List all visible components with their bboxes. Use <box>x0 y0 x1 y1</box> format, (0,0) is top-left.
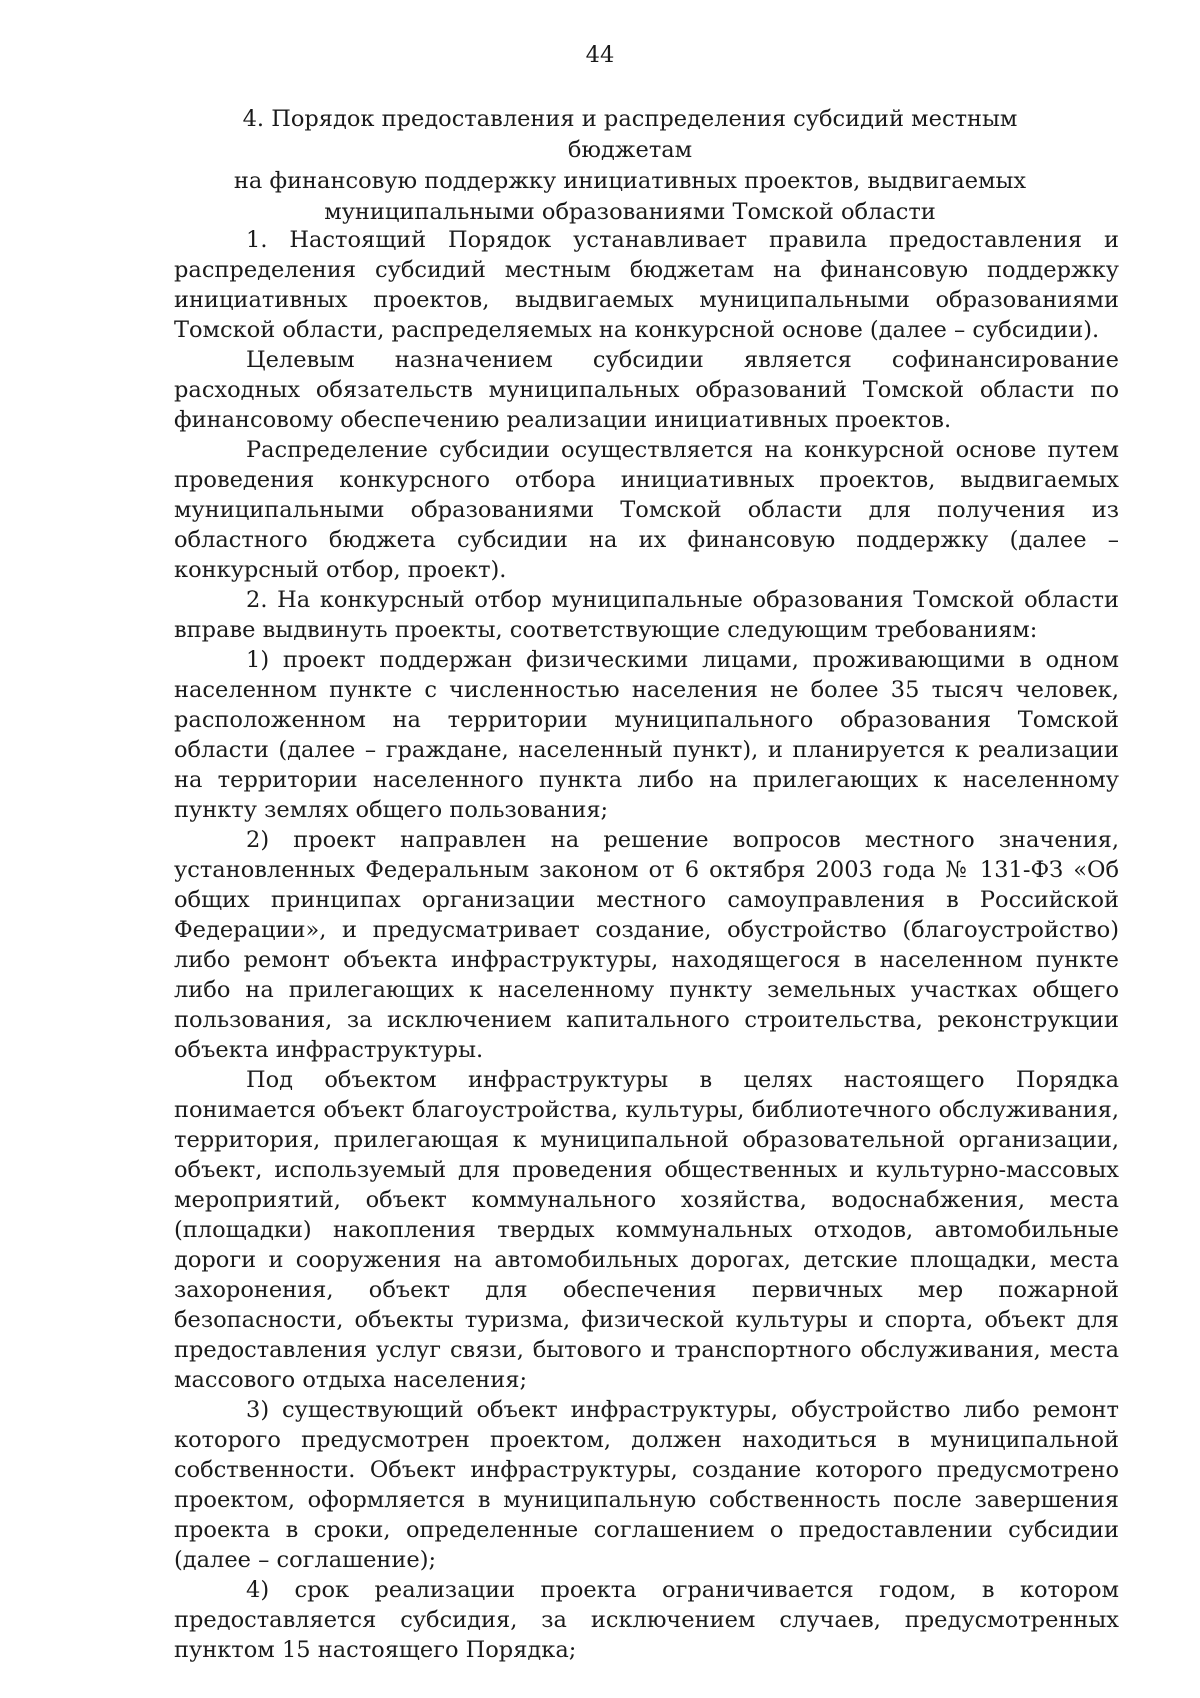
heading-line-2: на финансовую поддержку инициативных проектов, выдвигаемых <box>233 168 1027 194</box>
paragraph-9: 4) срок реализации проекта ограничивается годом, в котором предоставляется субсидия, за исключением случаев, предусмотренных пунктом 15 настоящего Порядка; <box>174 1577 1119 1663</box>
paragraph-4: 2. На конкурсный отбор муниципальные образования Томской области вправе выдвинуть проекты, соответствующие следующим требованиям: <box>174 587 1119 643</box>
paragraph-8: 3) существующий объект инфраструктуры, обустройство либо ремонт которого предусмотрен проектом, должен находиться в муниципальной собственности. Объект инфраструктуры, создание которого предусмотрено проектом, оформляется в муниципальную собственность после завершения проекта в сроки, определенные соглашением о предоставлении субсидии (далее – соглашение); <box>174 1397 1119 1573</box>
paragraph-5: 1) проект поддержан физическими лицами, проживающими в одном населенном пункте с численностью населения не более 35 тысяч человек, расположенном на территории муниципального образования Томской области (далее – граждане, населенный пункт), и планируется к реализации на территории населенного пункта либо на прилегающих к населенному пункту землях общего пользования; <box>174 647 1119 823</box>
paragraph-7: Под объектом инфраструктуры в целях настоящего Порядка понимается объект благоустройства, культуры, библиотечного обслуживания, территория, прилегающая к муниципальной образовательной организации, объект, используемый для проведения общественных и культурно-массовых мероприятий, объект коммунального хозяйства, водоснабжения, места (площадки) накопления твердых коммунальных отходов, автомобильные дороги и сооружения на автомобильных дорогах, детские площадки, места захоронения, объект для обеспечения первичных мер пожарной безопасности, объекты туризма, физической культуры и спорта, объект для предоставления услуг связи, бытового и транспортного обслуживания, места массового отдыха населения; <box>174 1067 1119 1393</box>
paragraph-6: 2) проект направлен на решение вопросов местного значения, установленных Федеральным законом от 6 октября 2003 года № 131-ФЗ «Об общих принципах организации местного самоуправления в Российской Федерации», и предусматривает создание, обустройство (благоустройство) либо ремонт объекта инфраструктуры, находящегося в населенном пункте либо на прилегающих к населенному пункту земельных участках общего пользования, за исключением капитального строительства, реконструкции объекта инфраструктуры. <box>174 827 1119 1063</box>
document-body <box>174 225 1119 1665</box>
section-heading <box>200 104 1060 228</box>
paragraph-2: Целевым назначением субсидии является софинансирование расходных обязательств муниципальных образований Томской области по финансовому обеспечению реализации инициативных проектов. <box>174 347 1119 433</box>
heading-line-1: 4. Порядок предоставления и распределения субсидий местным бюджетам <box>242 106 1018 163</box>
page-number: 44 <box>585 42 615 68</box>
paragraph-3: Распределение субсидии осуществляется на конкурсной основе путем проведения конкурсного отбора инициативных проектов, выдвигаемых муниципальными образованиями Томской области для получения из областного бюджета субсидии на их финансовую поддержку (далее – конкурсный отбор, проект). <box>174 437 1119 583</box>
paragraph-1: 1. Настоящий Порядок устанавливает правила предоставления и распределения субсидий местным бюджетам на финансовую поддержку инициативных проектов, выдвигаемых муниципальными образованиями Томской области, распределяемых на конкурсной основе (далее – субсидии). <box>174 227 1119 343</box>
heading-line-3: муниципальными образованиями Томской области <box>324 199 936 225</box>
